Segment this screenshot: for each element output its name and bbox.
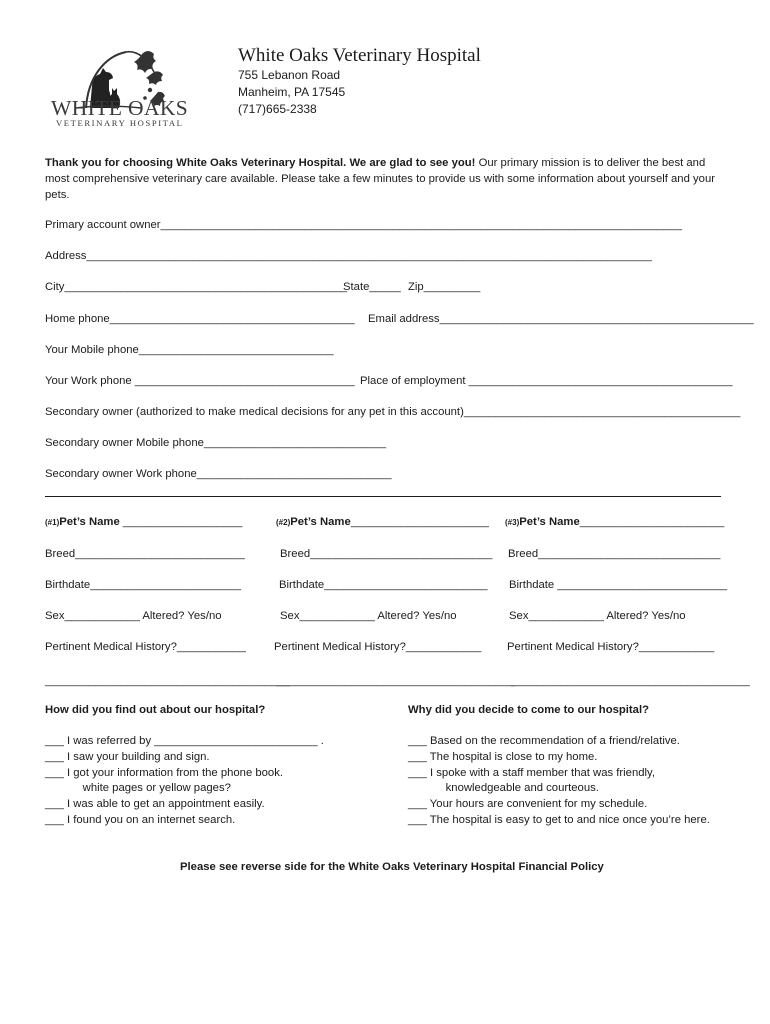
- why-us-option-continued: knowledgeable and courteous.: [408, 782, 599, 794]
- pet-name-line: ___________________: [119, 516, 243, 528]
- find-us-option[interactable]: ___ I was referred by __________________________ .: [45, 735, 324, 747]
- pet-1-breed-field[interactable]: Breed___________________________: [45, 548, 245, 560]
- pet-2-birthdate-field[interactable]: Birthdate__________________________: [279, 579, 488, 591]
- pet-2-history-field[interactable]: Pertinent Medical History?____________: [274, 641, 482, 653]
- intro-text: Our primary mission is to deliver the best and most comprehensive veterinary care available. Please take a few minutes to provide us with some information about yourself and your pets.: [45, 157, 715, 201]
- zip-field[interactable]: Zip_________: [408, 281, 481, 293]
- pet-3-name-field[interactable]: [505, 516, 724, 528]
- address-line: Manheim, PA 17545: [238, 85, 346, 99]
- pet-1-birthdate-field[interactable]: Birthdate________________________: [45, 579, 242, 591]
- pet-2-name-field[interactable]: [276, 516, 489, 528]
- find-us-option[interactable]: ___ I was able to get an appointment easily.: [45, 798, 265, 810]
- pet-name-line: ______________________: [350, 516, 489, 528]
- pet-name-label: Pet’s Name: [290, 516, 351, 528]
- pet-3-history-line[interactable]: ______________________________________: [511, 675, 750, 687]
- pet-3-breed-field[interactable]: Breed_____________________________: [508, 548, 721, 560]
- why-us-option[interactable]: ___ Based on the recommendation of a friend/relative.: [408, 735, 680, 747]
- pet-number: (#1): [45, 518, 60, 527]
- pet-1-history-line[interactable]: _______________________________________: [45, 675, 291, 687]
- pet-name-label: Pet’s Name: [519, 516, 580, 528]
- find-us-option[interactable]: ___ I saw your building and sign.: [45, 751, 210, 763]
- logo-subtitle: VETERINARY HOSPITAL: [56, 118, 184, 128]
- pet-1-name-field[interactable]: [45, 516, 242, 528]
- address-line: 755 Lebanon Road: [238, 68, 341, 82]
- address-field[interactable]: Address__________________________________________________________________________________________: [45, 250, 652, 262]
- why-us-option[interactable]: ___ The hospital is close to my home.: [408, 751, 598, 763]
- find-us-option[interactable]: ___ I got your information from the phone book.: [45, 767, 284, 779]
- pet-3-birthdate-field[interactable]: Birthdate ___________________________: [509, 579, 727, 591]
- pet-3-sex-altered-field[interactable]: Sex____________ Altered? Yes/no: [509, 610, 686, 622]
- hospital-name: White Oaks Veterinary Hospital: [238, 45, 481, 66]
- city-field[interactable]: City_____________________________________________: [45, 281, 348, 293]
- employment-field[interactable]: Place of employment __________________________________________: [360, 375, 733, 387]
- state-field[interactable]: State_____: [343, 281, 401, 293]
- section-divider: [45, 496, 721, 497]
- why-us-option[interactable]: ___ Your hours are convenient for my schedule.: [408, 798, 648, 810]
- pet-3-history-field[interactable]: Pertinent Medical History?____________: [507, 641, 715, 653]
- pet-name-line: _______________________: [579, 516, 725, 528]
- secondary-mobile-field[interactable]: Secondary owner Mobile phone_____________________________: [45, 437, 387, 449]
- pet-name-label: Pet’s Name: [59, 516, 120, 528]
- pet-1-sex-altered-field[interactable]: Sex____________ Altered? Yes/no: [45, 610, 222, 622]
- why-us-option[interactable]: ___ I spoke with a staff member that was friendly,: [408, 767, 655, 779]
- intro-paragraph: [45, 155, 725, 203]
- secondary-work-field[interactable]: Secondary owner Work phone_______________________________: [45, 468, 392, 480]
- home-phone-field[interactable]: Home phone_______________________________________: [45, 313, 355, 325]
- find-us-option[interactable]: ___ I found you on an internet search.: [45, 814, 236, 826]
- find-us-option-continued: white pages or yellow pages?: [45, 782, 231, 794]
- find-us-heading: How did you find out about our hospital?: [45, 704, 266, 716]
- why-us-heading: Why did you decide to come to our hospital?: [408, 704, 650, 716]
- phone-line: (717)665-2338: [238, 102, 317, 116]
- logo-title: WHITE OAKS: [51, 96, 189, 120]
- primary-owner-field[interactable]: Primary account owner___________________________________________________________________________________: [45, 219, 682, 231]
- mobile-phone-field[interactable]: Your Mobile phone_______________________________: [45, 344, 334, 356]
- email-field[interactable]: Email address__________________________________________________: [368, 313, 754, 325]
- financial-policy-note: Please see reverse side for the White Oaks Veterinary Hospital Financial Policy: [180, 861, 604, 873]
- pet-2-sex-altered-field[interactable]: Sex____________ Altered? Yes/no: [280, 610, 457, 622]
- pet-number: (#3): [505, 518, 520, 527]
- intro-bold: Thank you for choosing White Oaks Veterinary Hospital. We are glad to see you!: [45, 157, 476, 169]
- secondary-owner-field[interactable]: Secondary owner (authorized to make medical decisions for any pet in this account)____________________________________________: [45, 406, 741, 418]
- pet-1-history-field[interactable]: Pertinent Medical History?___________: [45, 641, 246, 653]
- pet-2-history-line[interactable]: ______________________________________: [276, 675, 515, 687]
- pet-2-breed-field[interactable]: Breed_____________________________: [280, 548, 493, 560]
- work-phone-field[interactable]: Your Work phone ___________________________________: [45, 375, 355, 387]
- pet-number: (#2): [276, 518, 291, 527]
- why-us-option[interactable]: ___ The hospital is easy to get to and nice once you’re here.: [408, 814, 710, 826]
